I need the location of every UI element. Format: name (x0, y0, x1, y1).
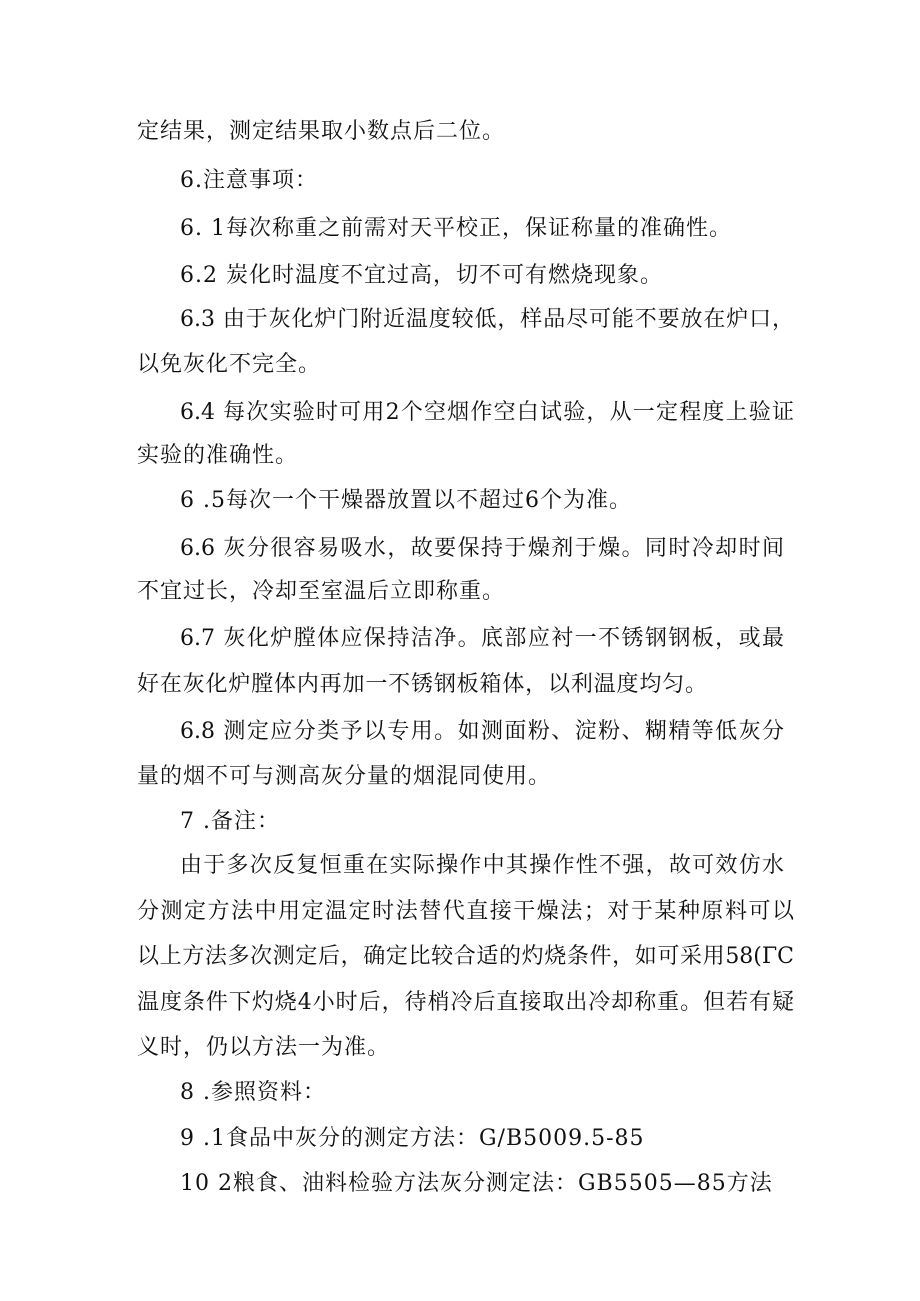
text-line-6-4-cont: 实验的准确性。 (137, 443, 299, 468)
text-line-6-8: 6.8 测定应分类予以专用。如测面粉、淀粉、糊精等低灰分 (180, 719, 784, 744)
text-line-1: 定结果，测定结果取小数点后二位。 (137, 119, 506, 144)
text-line-6-3-cont: 以免灰化不完全。 (137, 352, 322, 377)
remark-line-4: 温度条件下灼烧4小时后，待梢冷后直接取出冷却称重。但若有疑 (137, 990, 794, 1015)
text-line-6-5: 6 .5每次一个干燥器放置以不超过6个为准。 (180, 488, 632, 513)
remark-line-3: 以上方法多次测定后，确定比较合适的灼烧条件，如可采用58(ΓC (137, 944, 794, 969)
text-line-6-3: 6.3 由于灰化炉门附近温度较低，样品尽可能不要放在炉口， (180, 307, 794, 332)
section-heading-8: 8 .参照资料： (180, 1080, 326, 1105)
section-heading-7: 7 .备注： (180, 809, 280, 834)
text-line-6-2: 6.2 炭化时温度不宜过高，切不可有燃烧现象。 (180, 263, 663, 288)
text-line-6-6-cont: 不宜过长，冷却至室温后立即称重。 (137, 579, 506, 604)
text-line-6-8-cont: 量的烟不可与测高灰分量的烟混同使用。 (137, 764, 552, 789)
remark-line-5: 义时，仍以方法一为准。 (137, 1035, 391, 1060)
reference-line-2: 10 2粮食、油料检验方法灰分测定法：GB5505—85方法 (180, 1171, 773, 1196)
remark-line-2: 分测定方法中用定温定时法替代直接干燥法；对于某种原料可以 (137, 899, 794, 924)
section-heading-6: 6.注意事项： (180, 168, 318, 193)
text-line-6-7-cont: 好在灰化炉膛体内再加一不锈钢板箱体，以利温度均匀。 (137, 672, 707, 697)
text-line-6-1: 6. 1每次称重之前需对天平校正，保证称量的准确性。 (180, 216, 732, 241)
text-line-6-4: 6.4 每次实验时可用2个空烟作空白试验，从一定程度上验证 (180, 400, 794, 425)
text-line-6-7: 6.7 灰化炉膛体应保持洁净。底部应衬一不锈钢钢板，或最 (180, 626, 784, 651)
text-line-6-6: 6.6 灰分很容易吸水，故要保持于燥剂于燥。同时冷却时间 (180, 536, 784, 561)
remark-line-1: 由于多次反复恒重在实际操作中其操作性不强，故可效仿水 (180, 853, 784, 878)
reference-line-1: 9 .1食品中灰分的测定方法：G/B5009.5-85 (180, 1126, 645, 1151)
